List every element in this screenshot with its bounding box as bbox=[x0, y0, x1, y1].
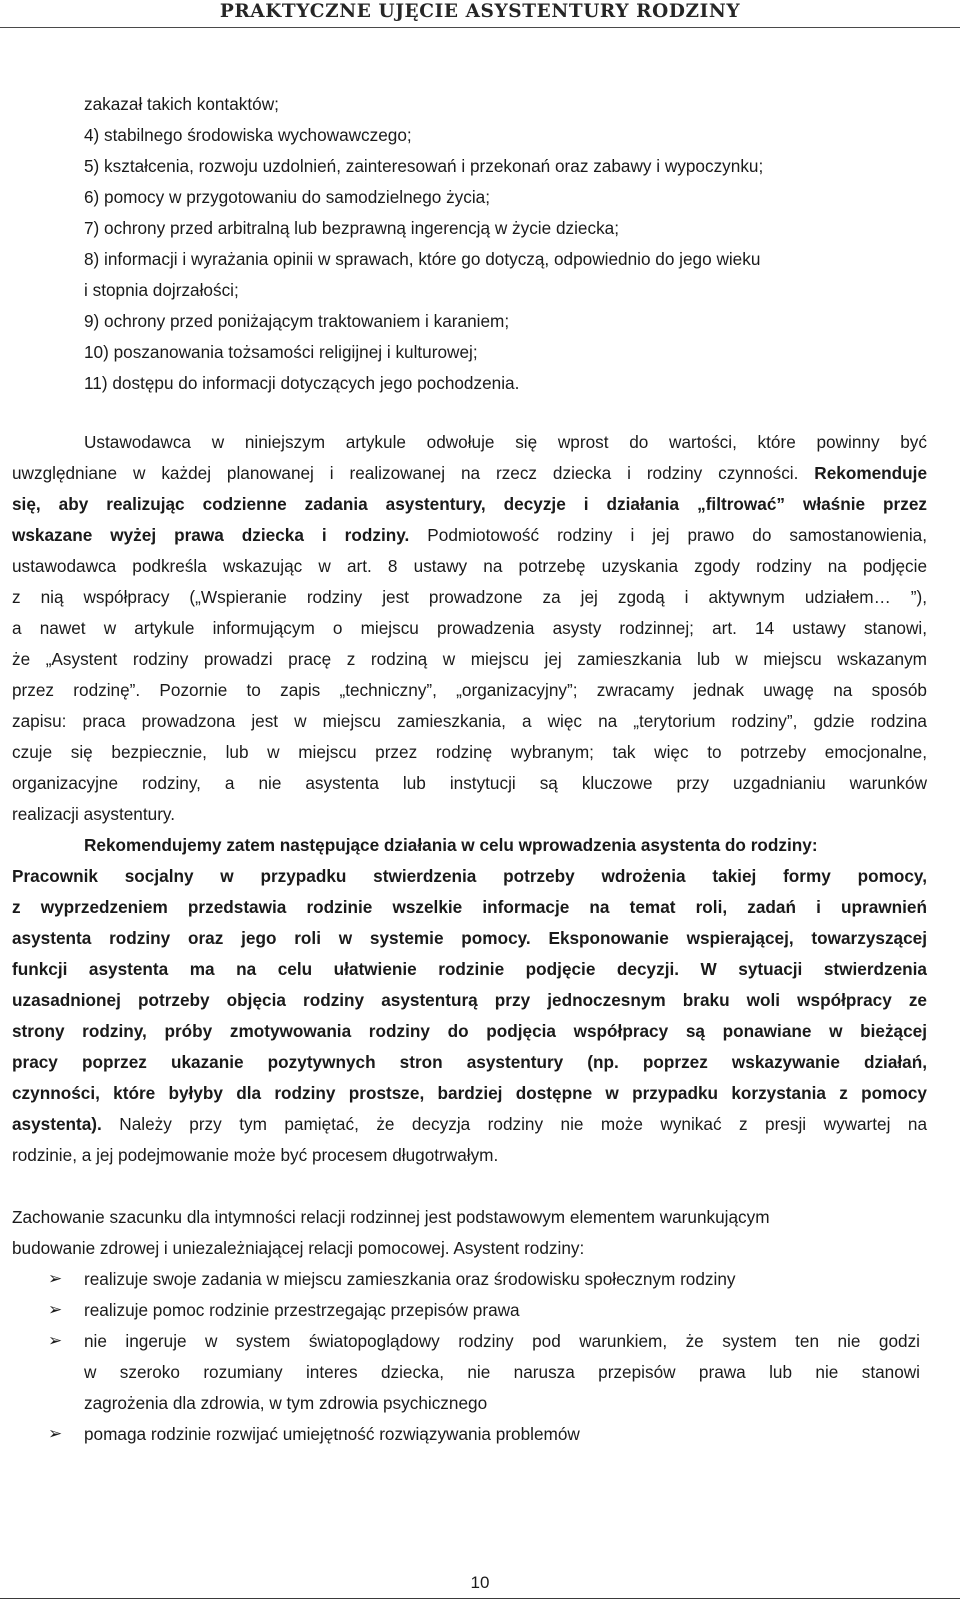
paragraph-bold-line bbox=[12, 896, 927, 918]
list-line: 4) stabilnego środowiska wychowawczego; bbox=[84, 125, 412, 145]
list-line: zakazał takich kontaktów; bbox=[84, 94, 279, 114]
list-line: 7) ochrony przed arbitralną lub bezprawną ingerencją w życie dziecka; bbox=[84, 218, 620, 238]
paragraph-line: budowanie zdrowej i uniezależniającej relacji pomocowej. Asystent rodziny: bbox=[12, 1238, 585, 1258]
paragraph-bold-text: Pracownik socjalny w przypadku stwierdzenia potrzeby wdrożenia takiej formy pomocy, bbox=[12, 866, 927, 886]
paragraph-line: Ustawodawca w niniejszym artykule odwołuje się wprost do wartości, które powinny być bbox=[84, 432, 927, 452]
paragraph-line: a nawet w artykule informującym o miejscu prowadzenia asysty rodzinnej; art. 14 ustawy stanowi, bbox=[12, 618, 927, 638]
bullet-item-continuation: w szeroko rozumiany interes dziecka, nie narusza przepisów prawa lub nie stanowi bbox=[84, 1362, 920, 1382]
page-header bbox=[0, 0, 960, 30]
paragraph-bold-text: asystenta). bbox=[12, 1114, 102, 1134]
paragraph-line bbox=[12, 462, 927, 484]
list-line: 5) kształcenia, rozwoju uzdolnień, zainteresowań i przekonań oraz zabawy i wypoczynku; bbox=[84, 156, 764, 176]
paragraph-bold-line bbox=[12, 958, 927, 980]
paragraph-line: organizacyjne rodziny, a nie asystenta lub instytucji są kluczowe przy uzgadnianiu warunków bbox=[12, 773, 927, 793]
bullet-item: realizuje swoje zadania w miejscu zamieszkania oraz środowisku społecznym rodziny bbox=[84, 1269, 736, 1289]
bullet-item-continuation: zagrożenia dla zdrowia, w tym zdrowia psychicznego bbox=[84, 1393, 488, 1413]
list-line: i stopnia dojrzałości; bbox=[84, 280, 239, 300]
paragraph-text: uwzględniane w każdej planowanej i realizowanej na rzecz dziecka i rodziny czynności. bbox=[12, 463, 799, 483]
arrow-bullet-icon: ➢ bbox=[48, 1300, 63, 1319]
paragraph-bold-text: Rekomendujemy zatem następujące działania w celu wprowadzenia asystenta do rodziny: bbox=[84, 835, 818, 855]
list-line: 8) informacji i wyrażania opinii w sprawach, które go dotyczą, odpowiednio do jego wieku bbox=[84, 249, 761, 269]
paragraph-line: Zachowanie szacunku dla intymności relacji rodzinnej jest podstawowym elementem warunkującym bbox=[12, 1207, 770, 1227]
paragraph-bold-text: się, aby realizując codzienne zadania asystentury, decyzje i działania „filtrować” właśnie przez bbox=[12, 494, 927, 514]
paragraph-bold-line bbox=[12, 865, 927, 887]
list-line: 6) pomocy w przygotowaniu do samodzielnego życia; bbox=[84, 187, 491, 207]
bullet-item: realizuje pomoc rodzinie przestrzegając przepisów prawa bbox=[84, 1300, 520, 1320]
paragraph-line bbox=[12, 524, 927, 546]
paragraph-bold-line bbox=[12, 1051, 927, 1073]
paragraph-bold-text: z wyprzedzeniem przedstawia rodzinie wszelkie informacje na temat roli, zadań i uprawnień bbox=[12, 897, 927, 917]
header-divider bbox=[0, 27, 960, 28]
paragraph-bold-text: czynności, które byłyby dla rodziny prostsze, bardziej dostępne w przypadku korzystania z pomocy bbox=[12, 1083, 927, 1103]
paragraph-bold-line bbox=[12, 1020, 927, 1042]
list-line: 9) ochrony przed poniżającym traktowaniem i karaniem; bbox=[84, 311, 510, 331]
paragraph-bold-text: asystenta rodziny oraz jego roli w systemie pomocy. Eksponowanie wspierającej, towarzyszącej bbox=[12, 928, 927, 948]
paragraph-line: z nią współpracy („Wspieranie rodziny jest prowadzone za jej zgodą i aktywnym udziałem… ”), bbox=[12, 587, 927, 607]
paragraph-line bbox=[12, 1113, 927, 1135]
paragraph-bold-line bbox=[12, 1082, 927, 1104]
paragraph-text: Należy przy tym pamiętać, że decyzja rodziny nie może wynikać z presji wywartej na bbox=[119, 1114, 927, 1134]
bullet-item: nie ingeruje w system światopoglądowy rodziny pod warunkiem, że system ten nie godzi bbox=[84, 1331, 920, 1351]
footer-divider bbox=[0, 1598, 960, 1599]
paragraph-text: Podmiotowość rodziny i jej prawo do samostanowienia, bbox=[427, 525, 927, 545]
paragraph-bold-text: pracy poprzez ukazanie pozytywnych stron asystentury (np. poprzez wskazywanie działań, bbox=[12, 1052, 927, 1072]
arrow-bullet-icon: ➢ bbox=[48, 1269, 63, 1288]
paragraph-line: że „Asystent rodziny prowadzi pracę z rodziną w miejscu jej zamieszkania lub w miejscu wskazanym bbox=[12, 649, 927, 669]
paragraph-bold-text: funkcji asystenta ma na celu ułatwienie rodzinie podjęcie decyzji. W sytuacji stwierdzenia bbox=[12, 959, 927, 979]
paragraph-line: zapisu: praca prowadzona jest w miejscu zamieszkania, a więc na „terytorium rodziny”, gdzie rodzina bbox=[12, 711, 927, 731]
paragraph-line: przez rodzinę”. Pozornie to zapis „techniczny”, „organizacyjny”; zwracamy jednak uwagę na sposób bbox=[12, 680, 927, 700]
paragraph-bold-text: wskazane wyżej prawa dziecka i rodziny. bbox=[12, 525, 410, 545]
paragraph-line: czuje się bezpiecznie, lub w miejscu przez rodzinę wybranym; tak więc to potrzeby emocjonalne, bbox=[12, 742, 927, 762]
paragraph-line: realizacji asystentury. bbox=[12, 804, 176, 824]
paragraph-bold-text: strony rodziny, próby zmotywowania rodziny do podjęcia współpracy są ponawiane w bieżącej bbox=[12, 1021, 927, 1041]
paragraph-bold-text: Rekomenduje bbox=[814, 463, 927, 483]
arrow-bullet-icon: ➢ bbox=[48, 1424, 63, 1443]
header-title: PRAKTYCZNE UJĘCIE ASYSTENTURY RODZINY bbox=[219, 1, 741, 22]
list-line: 11) dostępu do informacji dotyczących jego pochodzenia. bbox=[84, 373, 520, 393]
bullet-item: pomaga rodzinie rozwijać umiejętność rozwiązywania problemów bbox=[84, 1424, 580, 1444]
paragraph-bold-line bbox=[12, 989, 927, 1011]
paragraph-bold-line bbox=[84, 834, 818, 856]
paragraph-bold-line bbox=[12, 927, 927, 949]
paragraph-bold-line bbox=[12, 493, 927, 515]
paragraph-line: ustawodawca podkreśla wskazując w art. 8 ustawy na potrzebę uzyskania zgody rodziny na podjęcie bbox=[12, 556, 927, 576]
arrow-bullet-icon: ➢ bbox=[48, 1331, 63, 1350]
list-line: 10) poszanowania tożsamości religijnej i kulturowej; bbox=[84, 342, 478, 362]
paragraph-line: rodzinie, a jej podejmowanie może być procesem długotrwałym. bbox=[12, 1145, 499, 1165]
paragraph-bold-text: uzasadnionej potrzeby objęcia rodziny asystenturą przy jednoczesnym braku woli współpracy ze bbox=[12, 990, 927, 1010]
page-number: 10 bbox=[470, 1573, 490, 1592]
